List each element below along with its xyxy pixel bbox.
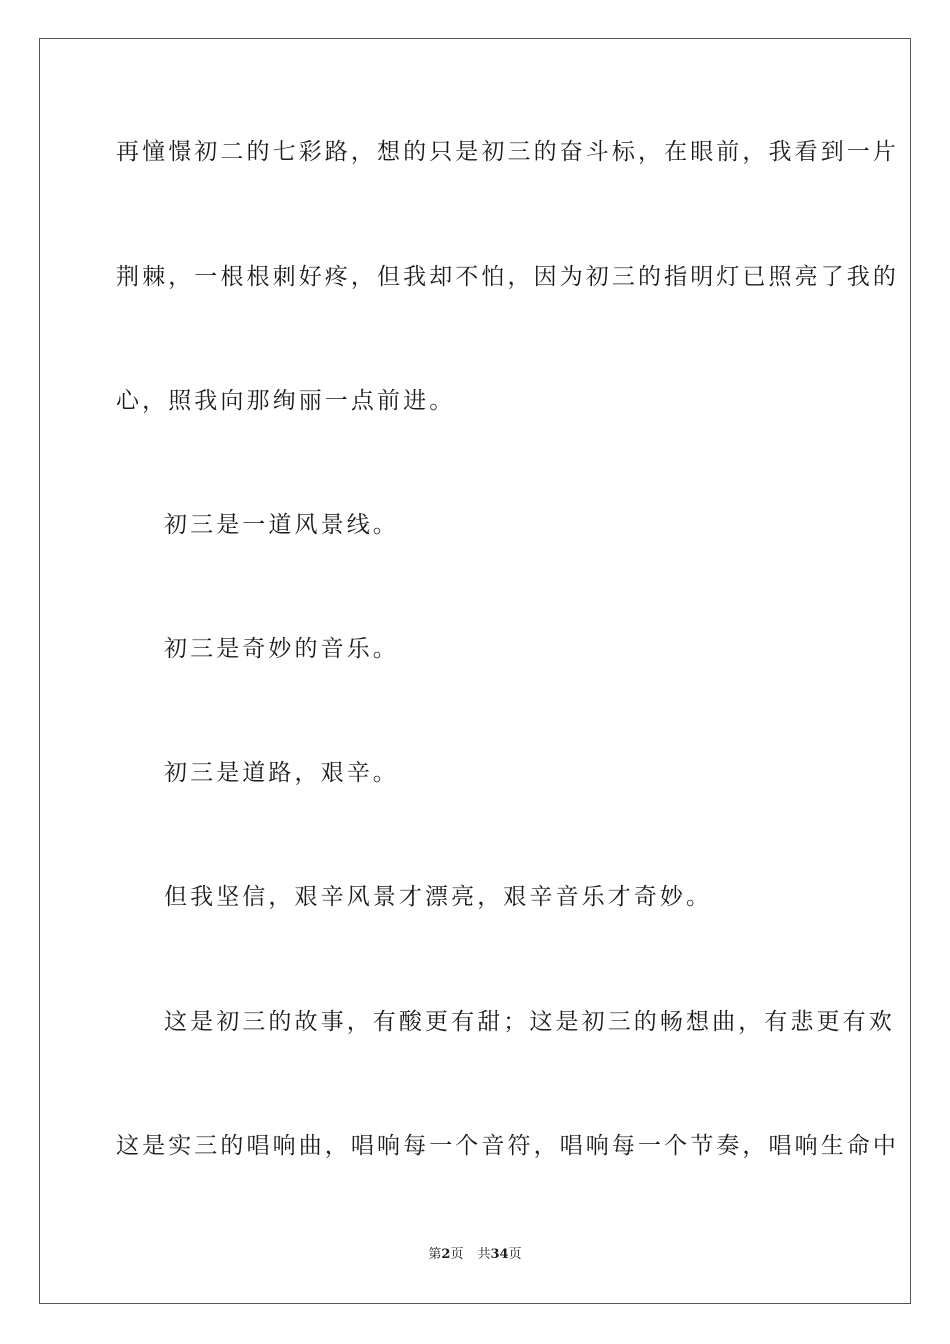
text-line-9: 这是实三的唱响曲，唱响每一个音符，唱响每一个节奏，唱响生命中 [116, 1133, 899, 1159]
text-line-6: 初三是道路，艰辛。 [164, 760, 399, 786]
footer-total-suffix: 页 [508, 1247, 522, 1262]
page-footer [0, 1246, 950, 1264]
footer-total-prefix: 共 [477, 1247, 491, 1262]
text-line-7: 但我坚信，艰辛风景才漂亮，艰辛音乐才奇妙。 [164, 884, 713, 910]
page-frame [39, 38, 911, 1304]
text-line-2: 荆棘，一根根刺好疼，但我却不怕，因为初三的指明灯已照亮了我的 [116, 264, 899, 290]
text-line-4: 初三是一道风景线。 [164, 512, 399, 538]
footer-total-pages: 34 [490, 1247, 509, 1262]
footer-page-suffix: 页 [450, 1247, 464, 1262]
text-line-5: 初三是奇妙的音乐。 [164, 636, 399, 662]
footer-page-current: 2 [441, 1247, 451, 1262]
footer-page-prefix: 第 [428, 1247, 442, 1262]
text-line-3: 心，照我向那绚丽一点前进。 [116, 388, 456, 414]
text-line-1: 再憧憬初二的七彩路，想的只是初三的奋斗标，在眼前，我看到一片 [116, 139, 899, 165]
text-line-8: 这是初三的故事，有酸更有甜；这是初三的畅想曲，有悲更有欢 [164, 1009, 895, 1035]
